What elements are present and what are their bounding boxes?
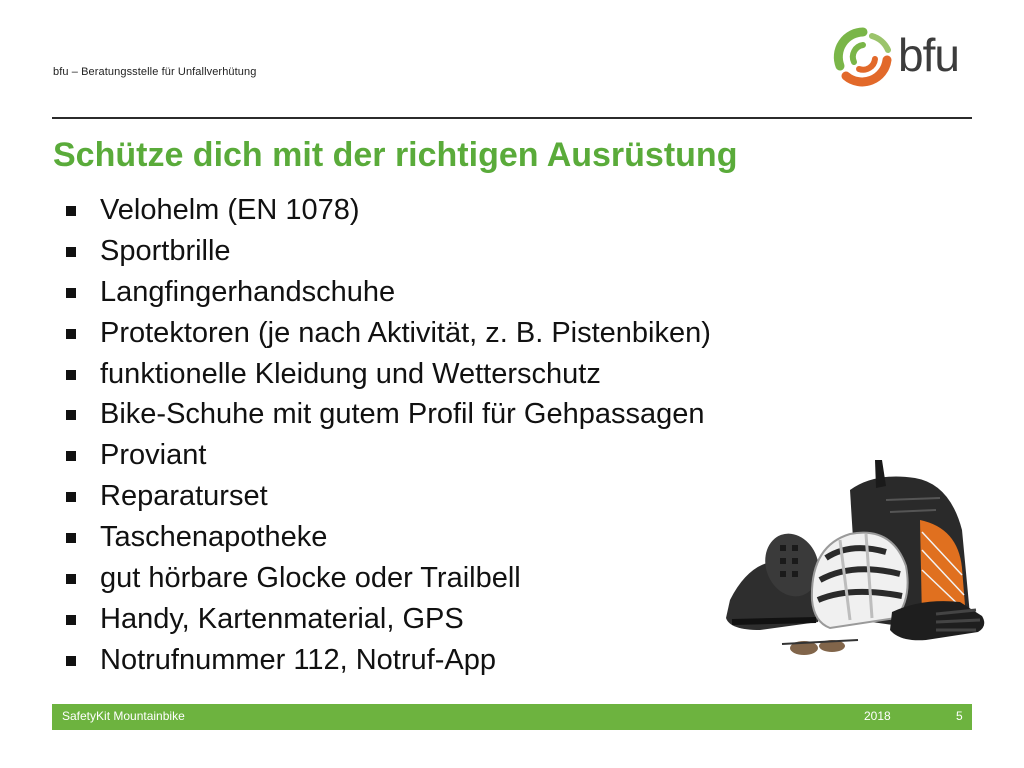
list-item bbox=[62, 640, 711, 681]
footer-bar bbox=[52, 704, 972, 730]
bullet-square-icon bbox=[66, 492, 76, 502]
list-item bbox=[62, 272, 711, 313]
list-item-text: Reparaturset bbox=[100, 480, 268, 513]
equipment-list bbox=[62, 190, 711, 681]
list-item-text: Sportbrille bbox=[100, 234, 231, 267]
mountainbike-gear-image bbox=[700, 450, 1000, 680]
list-item bbox=[62, 313, 711, 354]
list-item bbox=[62, 190, 711, 231]
list-item bbox=[62, 354, 711, 395]
footer-year: 2018 bbox=[864, 709, 891, 723]
header-divider bbox=[52, 117, 972, 119]
bullet-square-icon bbox=[66, 370, 76, 380]
organization-name: bfu – Beratungsstelle für Unfallverhütung bbox=[53, 66, 257, 78]
list-item-text: Handy, Kartenmaterial, GPS bbox=[100, 602, 464, 635]
list-item-text: Taschenapotheke bbox=[100, 521, 328, 554]
bullet-square-icon bbox=[66, 247, 76, 257]
list-item-text: gut hörbare Glocke oder Trailbell bbox=[100, 562, 521, 595]
list-item bbox=[62, 231, 711, 272]
bullet-square-icon bbox=[66, 656, 76, 666]
bullet-square-icon bbox=[66, 206, 76, 216]
list-item-text: funktionelle Kleidung und Wetterschutz bbox=[100, 357, 601, 390]
list-item-text: Notrufnummer 112, Notruf-App bbox=[100, 643, 496, 676]
bullet-square-icon bbox=[66, 329, 76, 339]
list-item bbox=[62, 517, 711, 558]
list-item-text: Protektoren (je nach Aktivität, z. B. Pistenbiken) bbox=[100, 316, 711, 349]
list-item bbox=[62, 558, 711, 599]
list-item bbox=[62, 599, 711, 640]
list-item-text: Bike-Schuhe mit gutem Profil für Gehpassagen bbox=[100, 398, 705, 431]
list-item-text: Langfingerhandschuhe bbox=[100, 275, 396, 308]
list-item bbox=[62, 435, 711, 476]
slide-title: Schütze dich mit der richtigen Ausrüstung bbox=[53, 136, 738, 174]
list-item-text: Velohelm (EN 1078) bbox=[100, 194, 360, 226]
list-item bbox=[62, 394, 711, 435]
bfu-logo-icon bbox=[832, 26, 894, 88]
list-item-text: Proviant bbox=[100, 439, 207, 472]
bullet-square-icon bbox=[66, 615, 76, 625]
bullet-square-icon bbox=[66, 410, 76, 420]
footer-title: SafetyKit Mountainbike bbox=[62, 709, 185, 723]
bullet-square-icon bbox=[66, 288, 76, 298]
list-item bbox=[62, 476, 711, 517]
page-number: 5 bbox=[956, 709, 963, 723]
bullet-square-icon bbox=[66, 451, 76, 461]
bullet-square-icon bbox=[66, 574, 76, 584]
logo-wordmark: bfu bbox=[898, 29, 959, 81]
bfu-logo bbox=[832, 26, 982, 88]
bullet-square-icon bbox=[66, 533, 76, 543]
